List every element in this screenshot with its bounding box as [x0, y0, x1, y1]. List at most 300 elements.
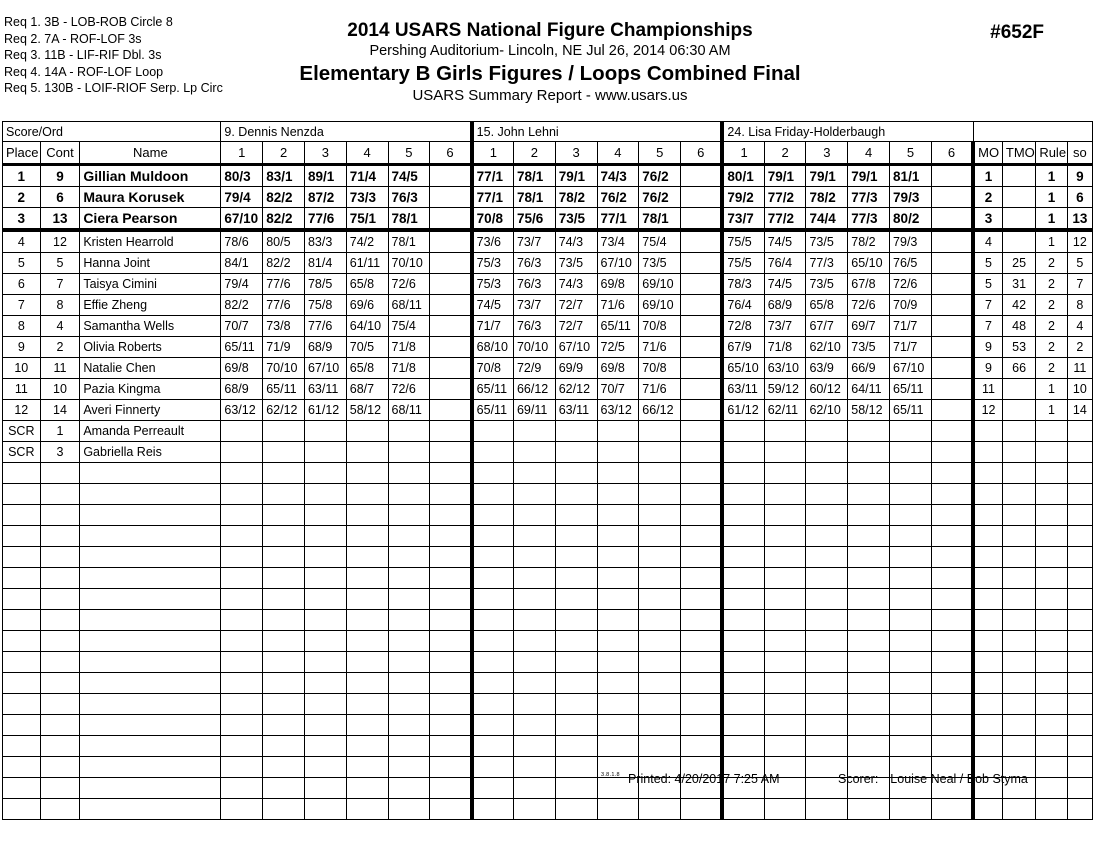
- cell-j2-fig6: [681, 631, 723, 652]
- cell-j1-fig3: [304, 547, 346, 568]
- table-row[interactable]: [3, 358, 1093, 379]
- cell-j1-fig4: [346, 505, 388, 526]
- table-row[interactable]: [3, 379, 1093, 400]
- cell-j3-fig2: [764, 610, 806, 631]
- cell-name: [80, 799, 221, 820]
- table-row-blank: [3, 589, 1093, 610]
- cell-j3-fig1: 72/8: [722, 316, 764, 337]
- cell-j3-fig4: [848, 652, 890, 673]
- cell-j3-fig6: [931, 673, 973, 694]
- cell-j3-fig4: 77/3: [848, 208, 890, 231]
- cell-j2-fig6: [681, 230, 723, 253]
- cell-so: [1067, 484, 1092, 505]
- cell-j3-fig5: 72/6: [890, 274, 932, 295]
- cell-place: [3, 589, 41, 610]
- cell-name: Amanda Perreault: [80, 421, 221, 442]
- cell-j3-fig1: 80/1: [722, 165, 764, 187]
- cell-rule: [1036, 631, 1067, 652]
- cell-j2-fig5: [639, 715, 681, 736]
- report-footer: [0, 768, 1100, 792]
- title-block: [0, 20, 1100, 106]
- cell-cont: [40, 526, 80, 547]
- results-table-body: [3, 122, 1093, 820]
- cell-j1-fig5: 78/1: [388, 208, 430, 231]
- report-header: [0, 0, 1100, 112]
- cell-so: [1067, 505, 1092, 526]
- cell-j1-fig5: [388, 631, 430, 652]
- cell-name: Kristen Hearrold: [80, 230, 221, 253]
- cell-j3-fig6: [931, 799, 973, 820]
- cell-j2-fig3: [555, 442, 597, 463]
- cell-j2-fig5: 78/1: [639, 208, 681, 231]
- column-header-j3-fig-5: 5: [890, 142, 932, 165]
- cell-so: [1067, 442, 1092, 463]
- cell-mo: [973, 610, 1002, 631]
- cell-j3-fig4: [848, 673, 890, 694]
- cell-j2-fig6: [681, 187, 723, 208]
- cell-j3-fig5: 79/3: [890, 187, 932, 208]
- cell-j2-fig3: [555, 736, 597, 757]
- cell-cont: 11: [40, 358, 80, 379]
- cell-so: 14: [1067, 400, 1092, 421]
- cell-j3-fig2: 62/11: [764, 400, 806, 421]
- judge-name-1: 9. Dennis Nenzda: [221, 122, 472, 142]
- cell-j2-fig1: [472, 631, 514, 652]
- cell-j3-fig6: [931, 253, 973, 274]
- cell-name: [80, 484, 221, 505]
- cell-j2-fig5: 71/6: [639, 337, 681, 358]
- cell-j1-fig3: [304, 484, 346, 505]
- cell-j2-fig1: 70/8: [472, 208, 514, 231]
- cell-name: Gillian Muldoon: [80, 165, 221, 187]
- cell-j3-fig4: [848, 736, 890, 757]
- cell-mo: 9: [973, 358, 1002, 379]
- cell-j2-fig2: [513, 694, 555, 715]
- cell-rule: 2: [1036, 337, 1067, 358]
- cell-mo: [973, 526, 1002, 547]
- cell-j3-fig1: 76/4: [722, 295, 764, 316]
- cell-j1-fig4: 58/12: [346, 400, 388, 421]
- cell-cont: [40, 463, 80, 484]
- cell-j2-fig2: [513, 547, 555, 568]
- cell-name: [80, 589, 221, 610]
- cell-rule: 2: [1036, 274, 1067, 295]
- cell-mo: [973, 547, 1002, 568]
- cell-place: [3, 547, 41, 568]
- cell-j1-fig6: [430, 652, 472, 673]
- cell-place: [3, 526, 41, 547]
- cell-j1-fig5: 72/6: [388, 379, 430, 400]
- cell-j3-fig2: 68/9: [764, 295, 806, 316]
- cell-j3-fig1: [722, 736, 764, 757]
- cell-j2-fig2: [513, 736, 555, 757]
- cell-j2-fig4: 77/1: [597, 208, 639, 231]
- cell-j1-fig1: [221, 631, 263, 652]
- table-row[interactable]: [3, 208, 1093, 231]
- cell-j2-fig3: [555, 652, 597, 673]
- cell-name: [80, 715, 221, 736]
- cell-so: 13: [1067, 208, 1092, 231]
- cell-j1-fig1: 78/6: [221, 230, 263, 253]
- cell-j1-fig3: [304, 715, 346, 736]
- cell-j1-fig6: [430, 715, 472, 736]
- cell-rule: [1036, 547, 1067, 568]
- cell-j3-fig2: [764, 589, 806, 610]
- cell-tmo: [1002, 505, 1035, 526]
- cell-j3-fig5: [890, 652, 932, 673]
- table-row[interactable]: [3, 230, 1093, 253]
- cell-cont: 14: [40, 400, 80, 421]
- cell-cont: 8: [40, 295, 80, 316]
- cell-mo: [973, 484, 1002, 505]
- cell-j3-fig5: [890, 673, 932, 694]
- table-row-blank: [3, 547, 1093, 568]
- cell-j1-fig6: [430, 442, 472, 463]
- cell-j2-fig4: [597, 610, 639, 631]
- cell-j3-fig6: [931, 358, 973, 379]
- column-header-j1-fig-3: 3: [304, 142, 346, 165]
- table-row[interactable]: [3, 165, 1093, 187]
- cell-j2-fig6: [681, 484, 723, 505]
- table-row-blank: [3, 652, 1093, 673]
- printed-label: Printed: 4/20/2017 7:25 AM: [628, 772, 780, 786]
- cell-j2-fig6: [681, 253, 723, 274]
- cell-j1-fig6: [430, 295, 472, 316]
- cell-so: [1067, 463, 1092, 484]
- column-header-rule: Rule: [1036, 142, 1067, 165]
- cell-name: Hanna Joint: [80, 253, 221, 274]
- cell-tmo: [1002, 631, 1035, 652]
- cell-name: [80, 505, 221, 526]
- cell-j3-fig1: [722, 631, 764, 652]
- cell-j2-fig1: [472, 568, 514, 589]
- cell-j2-fig5: 70/8: [639, 316, 681, 337]
- cell-j3-fig2: [764, 736, 806, 757]
- cell-j2-fig3: 78/2: [555, 187, 597, 208]
- cell-tmo: 42: [1002, 295, 1035, 316]
- cell-j3-fig1: [722, 694, 764, 715]
- cell-mo: [973, 736, 1002, 757]
- cell-tmo: 25: [1002, 253, 1035, 274]
- cell-cont: 10: [40, 379, 80, 400]
- cell-j2-fig2: [513, 463, 555, 484]
- cell-j3-fig3: [806, 736, 848, 757]
- cell-j2-fig1: [472, 463, 514, 484]
- cell-j1-fig2: [263, 715, 305, 736]
- cell-cont: [40, 715, 80, 736]
- cell-so: 9: [1067, 165, 1092, 187]
- cell-j2-fig6: [681, 379, 723, 400]
- cell-j3-fig5: [890, 463, 932, 484]
- cell-j3-fig6: [931, 316, 973, 337]
- cell-j2-fig4: 73/4: [597, 230, 639, 253]
- cell-name: [80, 631, 221, 652]
- cell-cont: 3: [40, 442, 80, 463]
- cell-rule: [1036, 442, 1067, 463]
- cell-so: 10: [1067, 379, 1092, 400]
- cell-j3-fig4: 66/9: [848, 358, 890, 379]
- cell-mo: [973, 589, 1002, 610]
- cell-j2-fig1: 70/8: [472, 358, 514, 379]
- cell-cont: [40, 736, 80, 757]
- cell-j1-fig3: 81/4: [304, 253, 346, 274]
- cell-j3-fig1: 65/10: [722, 358, 764, 379]
- cell-rule: [1036, 610, 1067, 631]
- cell-j2-fig1: [472, 673, 514, 694]
- cell-j1-fig6: [430, 400, 472, 421]
- table-row-blank: [3, 463, 1093, 484]
- event-number: #652F: [990, 22, 1044, 43]
- cell-j1-fig6: [430, 463, 472, 484]
- cell-place: 11: [3, 379, 41, 400]
- cell-j1-fig1: [221, 484, 263, 505]
- cell-place: [3, 715, 41, 736]
- cell-j2-fig3: [555, 694, 597, 715]
- cell-mo: 11: [973, 379, 1002, 400]
- cell-j2-fig5: 76/2: [639, 165, 681, 187]
- cell-j2-fig2: 72/9: [513, 358, 555, 379]
- cell-cont: [40, 673, 80, 694]
- cell-j2-fig4: [597, 526, 639, 547]
- cell-j2-fig1: [472, 505, 514, 526]
- table-row[interactable]: [3, 253, 1093, 274]
- table-row[interactable]: [3, 421, 1093, 442]
- cell-j3-fig4: [848, 526, 890, 547]
- cell-j3-fig4: 79/1: [848, 165, 890, 187]
- cell-j3-fig4: [848, 484, 890, 505]
- cell-place: [3, 673, 41, 694]
- column-header-j2-fig-2: 2: [513, 142, 555, 165]
- cell-j1-fig3: [304, 505, 346, 526]
- cell-j3-fig1: [722, 589, 764, 610]
- cell-rule: [1036, 505, 1067, 526]
- cell-j1-fig4: [346, 421, 388, 442]
- cell-j1-fig6: [430, 673, 472, 694]
- cell-j2-fig6: [681, 295, 723, 316]
- cell-j2-fig1: 68/10: [472, 337, 514, 358]
- table-row[interactable]: [3, 187, 1093, 208]
- cell-j3-fig5: [890, 526, 932, 547]
- cell-so: [1067, 610, 1092, 631]
- cell-j2-fig2: 69/11: [513, 400, 555, 421]
- table-row[interactable]: [3, 337, 1093, 358]
- cell-place: [3, 484, 41, 505]
- cell-tmo: [1002, 568, 1035, 589]
- cell-j1-fig5: 78/1: [388, 230, 430, 253]
- column-header-j1-fig-6: 6: [430, 142, 472, 165]
- cell-j2-fig2: [513, 568, 555, 589]
- cell-j1-fig3: 87/2: [304, 187, 346, 208]
- table-row[interactable]: [3, 274, 1093, 295]
- cell-j1-fig3: [304, 631, 346, 652]
- cell-j2-fig3: [555, 421, 597, 442]
- cell-j2-fig2: 75/6: [513, 208, 555, 231]
- results-table: [2, 121, 1093, 820]
- cell-j1-fig3: [304, 442, 346, 463]
- cell-j1-fig1: 79/4: [221, 187, 263, 208]
- cell-j3-fig6: [931, 610, 973, 631]
- cell-j2-fig6: [681, 673, 723, 694]
- cell-j2-fig3: 63/11: [555, 400, 597, 421]
- cell-j1-fig6: [430, 694, 472, 715]
- cell-j2-fig1: [472, 736, 514, 757]
- cell-j2-fig3: [555, 673, 597, 694]
- cell-j1-fig1: [221, 463, 263, 484]
- table-row-blank: [3, 673, 1093, 694]
- table-row[interactable]: [3, 316, 1093, 337]
- cell-j3-fig3: 73/5: [806, 274, 848, 295]
- cell-j2-fig5: 75/4: [639, 230, 681, 253]
- cell-j2-fig2: 73/7: [513, 230, 555, 253]
- table-row[interactable]: [3, 442, 1093, 463]
- cell-j3-fig3: [806, 652, 848, 673]
- column-header-j2-fig-1: 1: [472, 142, 514, 165]
- cell-j3-fig5: 71/7: [890, 337, 932, 358]
- column-header-cont: Cont: [40, 142, 80, 165]
- cell-j3-fig6: [931, 400, 973, 421]
- cell-j1-fig3: 83/3: [304, 230, 346, 253]
- cell-j3-fig2: [764, 484, 806, 505]
- cell-mo: [973, 442, 1002, 463]
- column-header-j1-fig-1: 1: [221, 142, 263, 165]
- cell-j3-fig3: 74/4: [806, 208, 848, 231]
- cell-j3-fig4: [848, 505, 890, 526]
- cell-j3-fig1: 79/2: [722, 187, 764, 208]
- cell-place: [3, 736, 41, 757]
- cell-j3-fig4: [848, 547, 890, 568]
- cell-rule: 2: [1036, 316, 1067, 337]
- cell-j3-fig5: [890, 694, 932, 715]
- cell-place: 5: [3, 253, 41, 274]
- cell-j3-fig2: [764, 694, 806, 715]
- cell-name: [80, 673, 221, 694]
- cell-mo: 2: [973, 187, 1002, 208]
- cell-j1-fig5: [388, 463, 430, 484]
- cell-j3-fig3: 78/2: [806, 187, 848, 208]
- cell-place: [3, 463, 41, 484]
- cell-mo: 4: [973, 230, 1002, 253]
- cell-j2-fig1: [472, 421, 514, 442]
- results-sheet: [2, 121, 1093, 820]
- cell-j3-fig2: 74/5: [764, 230, 806, 253]
- cell-j2-fig2: [513, 421, 555, 442]
- table-row[interactable]: [3, 295, 1093, 316]
- cell-j2-fig5: [639, 631, 681, 652]
- cell-tmo: [1002, 463, 1035, 484]
- table-row-blank: [3, 631, 1093, 652]
- cell-cont: [40, 505, 80, 526]
- cell-j1-fig3: [304, 463, 346, 484]
- requirement-item: Req 3. 11B - LIF-RIF Dbl. 3s: [4, 48, 162, 63]
- cell-cont: [40, 694, 80, 715]
- cell-j3-fig5: [890, 421, 932, 442]
- cell-rule: [1036, 799, 1067, 820]
- cell-j3-fig6: [931, 442, 973, 463]
- cell-j2-fig5: [639, 736, 681, 757]
- cell-j2-fig2: 78/1: [513, 165, 555, 187]
- cell-j1-fig2: [263, 505, 305, 526]
- cell-j1-fig2: 83/1: [263, 165, 305, 187]
- cell-j3-fig3: 73/5: [806, 230, 848, 253]
- cell-j2-fig4: [597, 505, 639, 526]
- cell-rule: 1: [1036, 208, 1067, 231]
- cell-j2-fig1: 75/3: [472, 253, 514, 274]
- cell-mo: [973, 673, 1002, 694]
- judge-name-2: 15. John Lehni: [472, 122, 723, 142]
- cell-name: Maura Korusek: [80, 187, 221, 208]
- cell-place: [3, 568, 41, 589]
- cell-j1-fig5: [388, 442, 430, 463]
- cell-j3-fig5: [890, 736, 932, 757]
- cell-j2-fig1: [472, 715, 514, 736]
- table-row[interactable]: [3, 400, 1093, 421]
- cell-j1-fig4: 61/11: [346, 253, 388, 274]
- cell-j3-fig3: [806, 610, 848, 631]
- cell-j2-fig4: [597, 736, 639, 757]
- cell-tmo: [1002, 208, 1035, 231]
- cell-j1-fig6: [430, 526, 472, 547]
- cell-j2-fig5: [639, 589, 681, 610]
- cell-j3-fig5: [890, 799, 932, 820]
- cell-tmo: [1002, 230, 1035, 253]
- cell-j3-fig3: 62/10: [806, 337, 848, 358]
- cell-j2-fig1: [472, 484, 514, 505]
- cell-j2-fig2: 70/10: [513, 337, 555, 358]
- cell-j3-fig4: [848, 694, 890, 715]
- cell-j3-fig5: 71/7: [890, 316, 932, 337]
- cell-j2-fig1: 71/7: [472, 316, 514, 337]
- cell-j2-fig6: [681, 547, 723, 568]
- cell-j3-fig2: 73/7: [764, 316, 806, 337]
- cell-j1-fig3: [304, 610, 346, 631]
- cell-mo: [973, 505, 1002, 526]
- table-row-blank: [3, 736, 1093, 757]
- cell-place: [3, 610, 41, 631]
- column-header-j2-fig-3: 3: [555, 142, 597, 165]
- cell-j3-fig6: [931, 295, 973, 316]
- cell-tmo: 31: [1002, 274, 1035, 295]
- cell-j3-fig4: [848, 421, 890, 442]
- cell-mo: 5: [973, 274, 1002, 295]
- cell-j2-fig4: 67/10: [597, 253, 639, 274]
- cell-so: [1067, 631, 1092, 652]
- cell-j3-fig5: [890, 589, 932, 610]
- cell-tmo: [1002, 736, 1035, 757]
- cell-j2-fig6: [681, 165, 723, 187]
- cell-j2-fig2: [513, 589, 555, 610]
- cell-j1-fig2: 70/10: [263, 358, 305, 379]
- cell-so: [1067, 547, 1092, 568]
- cell-j1-fig5: [388, 799, 430, 820]
- cell-so: 2: [1067, 337, 1092, 358]
- cell-j2-fig4: 71/6: [597, 295, 639, 316]
- cell-cont: 5: [40, 253, 80, 274]
- cell-j1-fig4: 69/6: [346, 295, 388, 316]
- cell-j3-fig5: 65/11: [890, 379, 932, 400]
- cell-tmo: [1002, 484, 1035, 505]
- cell-j2-fig4: 70/7: [597, 379, 639, 400]
- cell-j1-fig6: [430, 631, 472, 652]
- cell-cont: 7: [40, 274, 80, 295]
- cell-j2-fig4: [597, 421, 639, 442]
- cell-j3-fig3: [806, 442, 848, 463]
- cell-j3-fig2: [764, 568, 806, 589]
- cell-tmo: [1002, 652, 1035, 673]
- cell-j2-fig1: 77/1: [472, 187, 514, 208]
- cell-cont: [40, 631, 80, 652]
- cell-so: [1067, 715, 1092, 736]
- cell-j1-fig3: [304, 526, 346, 547]
